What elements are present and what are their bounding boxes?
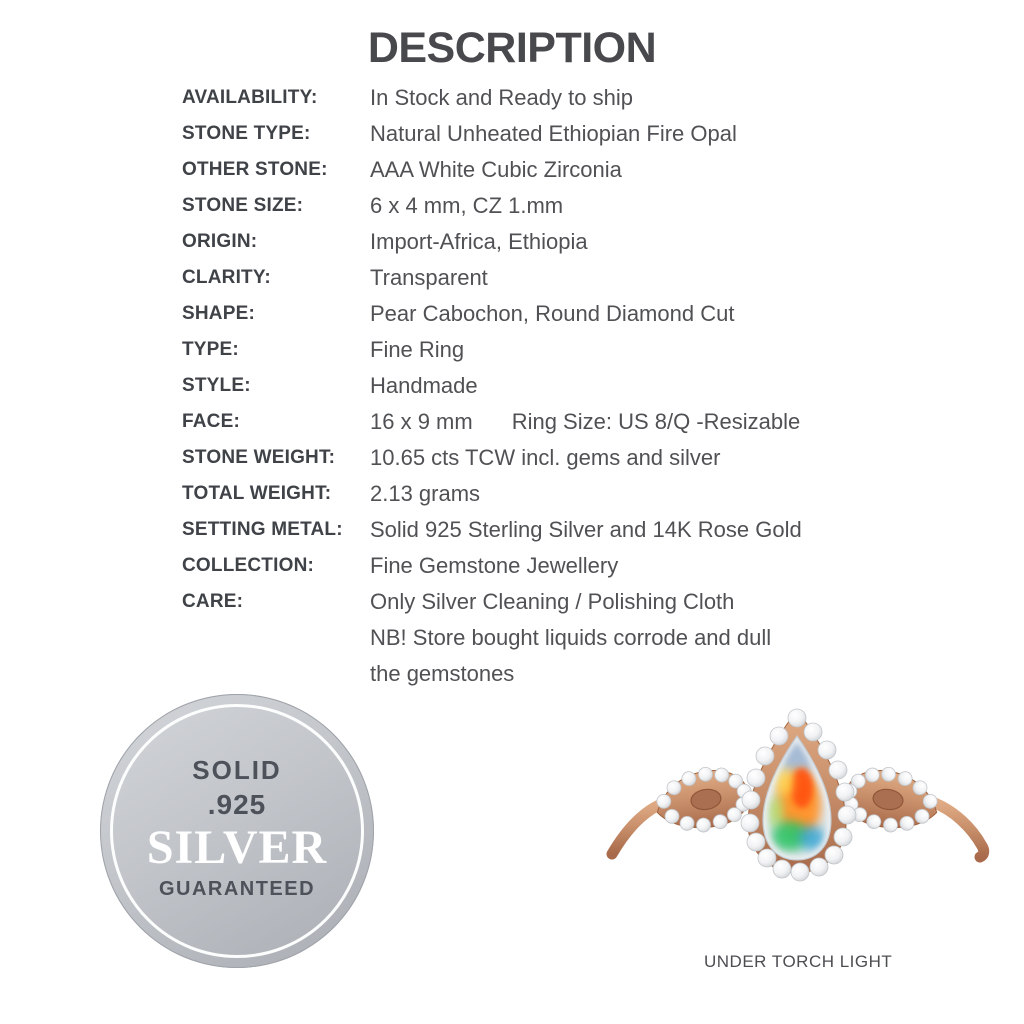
spec-label: STONE WEIGHT: (182, 447, 336, 468)
spec-value (370, 404, 802, 440)
spec-value (370, 188, 802, 224)
spec-row (182, 152, 802, 188)
spec-label: OTHER STONE: (182, 159, 328, 180)
description-table (182, 80, 802, 692)
spec-value (370, 260, 802, 296)
spec-value-extra-line: NB! Store bought liquids corrode and dull (370, 625, 772, 650)
spec-value (370, 224, 802, 260)
spec-row (182, 512, 802, 548)
spec-label: TOTAL WEIGHT: (182, 483, 332, 504)
spec-row (182, 440, 802, 476)
badge-line-solid: SOLID (192, 755, 282, 785)
spec-label: CLARITY: (182, 267, 271, 288)
spec-label: CARE: (182, 591, 244, 612)
spec-value-text: Pear Cabochon, Round Diamond Cut (370, 301, 735, 326)
spec-row (182, 332, 802, 368)
spec-row (182, 188, 802, 224)
spec-label: FACE: (182, 411, 240, 432)
spec-value-text: Import-Africa, Ethiopia (370, 229, 588, 254)
opal-ring-photo (606, 696, 992, 901)
spec-value (370, 512, 802, 548)
spec-row (182, 368, 802, 404)
spec-value-text: Fine Gemstone Jewellery (370, 553, 619, 578)
spec-row (182, 260, 802, 296)
spec-value-extra-line: the gemstones (370, 661, 515, 686)
spec-label: STONE SIZE: (182, 195, 304, 216)
spec-label: STONE TYPE: (182, 123, 311, 144)
spec-value-text: AAA White Cubic Zirconia (370, 157, 622, 182)
spec-value-text: 2.13 grams (370, 481, 481, 506)
spec-value (370, 332, 802, 368)
spec-label: COLLECTION: (182, 555, 315, 576)
spec-row (182, 476, 802, 512)
page-title: DESCRIPTION (367, 24, 657, 72)
spec-value-text: In Stock and Ready to ship (370, 85, 633, 110)
spec-value (370, 440, 802, 476)
spec-value (370, 476, 802, 512)
silver-925-badge-icon (100, 694, 374, 968)
badge-line-925: .925 (207, 789, 267, 820)
spec-row (182, 296, 802, 332)
spec-value-text: Fine Ring (370, 337, 465, 362)
spec-row (182, 548, 802, 584)
spec-label: ORIGIN: (182, 231, 258, 252)
description-table-body (182, 80, 802, 692)
spec-value (370, 584, 802, 692)
spec-value (370, 152, 802, 188)
spec-value-text: Solid 925 Sterling Silver and 14K Rose Gold (370, 517, 802, 542)
badge-line-guaranteed: GUARANTEED (158, 878, 316, 900)
spec-row (182, 404, 802, 440)
spec-value-text: 10.65 cts TCW incl. gems and silver (370, 445, 721, 470)
spec-value-text: Only Silver Cleaning / Polishing Cloth (370, 589, 735, 614)
spec-value-text: Natural Unheated Ethiopian Fire Opal (370, 121, 737, 146)
spec-row (182, 80, 802, 116)
torch-light-caption: UNDER TORCH LIGHT (704, 952, 893, 971)
spec-value-text: Handmade (370, 373, 478, 398)
spec-value-text: 16 x 9 mm (370, 409, 473, 434)
badge-text-block (100, 694, 374, 968)
spec-label: TYPE: (182, 339, 239, 360)
spec-label: SHAPE: (182, 303, 255, 324)
spec-label: AVAILABILITY: (182, 87, 318, 108)
spec-value (370, 80, 802, 116)
spec-row (182, 584, 802, 692)
spec-label: STYLE: (182, 375, 251, 396)
spec-value (370, 548, 802, 584)
spec-row (182, 116, 802, 152)
spec-value-text: 6 x 4 mm, CZ 1.mm (370, 193, 564, 218)
spec-row (182, 224, 802, 260)
spec-value (370, 296, 802, 332)
spec-label: SETTING METAL: (182, 519, 343, 540)
spec-value (370, 368, 802, 404)
spec-value-secondary-text: Ring Size: US 8/Q -Resizable (511, 409, 801, 434)
spec-value-text: Transparent (370, 265, 488, 290)
spec-value (370, 116, 802, 152)
badge-line-silver: SILVER (146, 821, 328, 874)
